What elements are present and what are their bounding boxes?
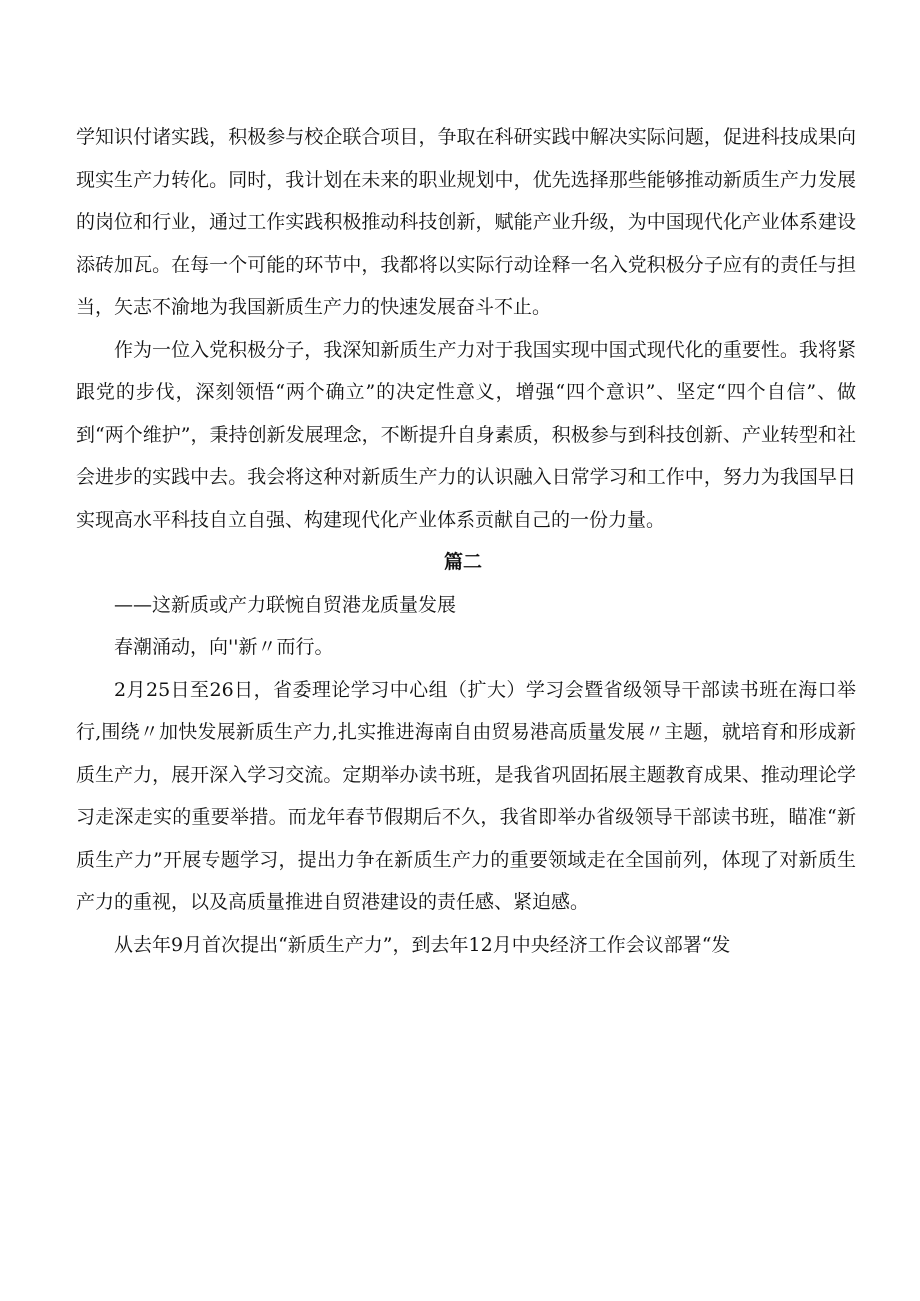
section-subtitle: ——这新质或产力联惋自贸港龙质量发展 [114, 593, 457, 616]
section-title: 篇二 [443, 551, 482, 573]
paragraph-continued: 学知识付诸实践，积极参与校企联合项目，争取在科研实践中解决实际问题，促进科技成果向现实生产力转化。同时，我计划在未来的职业规划中，优先选择那些能够推动新质生产力发展的岗位和行业，通过工作实践积极推动科技创新，赋能产业升级，为中国现代化产业体系建设添砖加瓦。在每一个可能的环节中，我都将以实际行动诠释一名入党积极分子应有的责任与担当，矢志不渝地为我国新质生产力的快速发展奋斗不止。 [76, 126, 856, 318]
paragraph-since-september: 从去年9月首次提出“新质生产力”，到去年12月中央经济工作会议部署“发 [114, 933, 731, 956]
document-page [76, 116, 856, 966]
paragraph-party-member: 作为一位入党积极分子，我深知新质生产力对于我国实现中国式现代化的重要性。我将紧跟党的步伐，深刻领悟“两个确立”的决定性意义，增强“四个意识”、坚定“四个自信”、做到“两个维护”，秉持创新发展理念，不断提升自身素质，积极参与到科技创新、产业转型和社会进步的实践中去。我会将这种对新质生产力的认识融入日常学习和工作中，努力为我国早日实现高水平科技自立自强、构建现代化产业体系贡献自己的一份力量。 [76, 338, 856, 531]
paragraph-spring-tide: 春潮涌动，向''新〃而行。 [114, 636, 334, 658]
paragraph-reading-class: 2月25日至26日，省委理论学习中心组（扩大）学习会暨省级领导干部读书班在海口举行,围绕〃加快发展新质生产力,扎实推进海南自由贸易港高质量发展〃主题，就培育和形成新质生产力，展开深入学习交流。定期举办读书班，是我省巩固拓展主题教育成果、推动理论学习走深走实的重要举措。而龙年春节假期后不久，我省即举办省级领导干部读书班，瞄准“新质生产力”开展专题学习，提出力争在新质生产力的重要领域走在全国前列，体现了对新质生产力的重视，以及高质量推进自贸港建设的责任感、紧迫感。 [76, 678, 856, 913]
